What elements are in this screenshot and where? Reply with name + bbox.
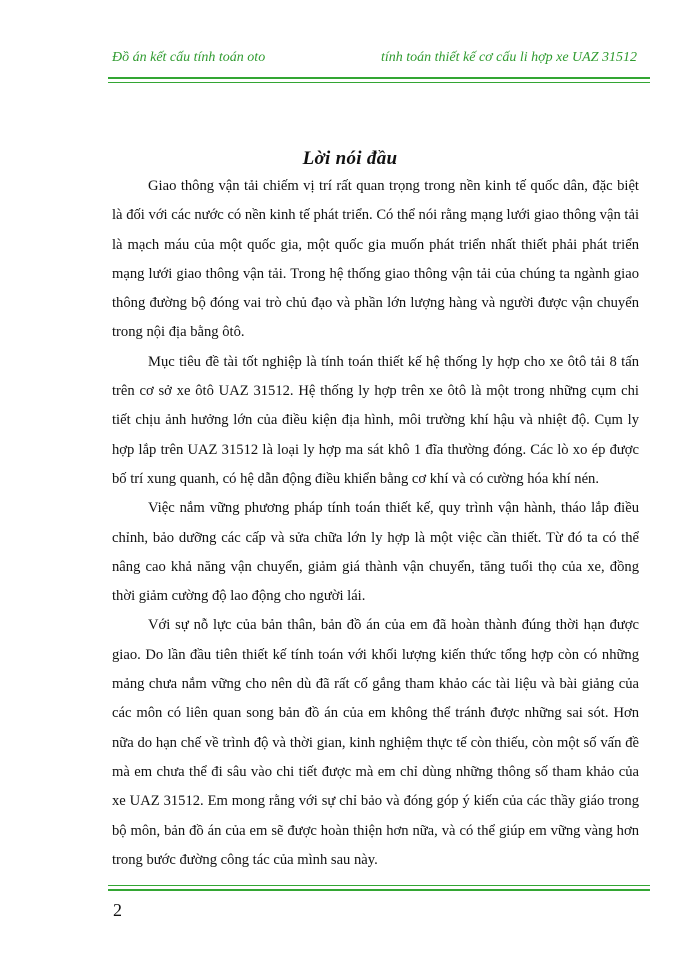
paragraph-3: Việc nắm vững phương pháp tính toán thiết kế, quy trình vận hành, tháo lắp điều chỉnh, bảo dưỡng các cấp và sửa chữa lớn ly hợp là một việc cần thiết. Từ đó ta có thể nâng cao khả năng vận chuyển, giảm giá thành vận chuyển, tăng tuổi thọ của xe, đồng thời giảm cường độ lao động cho người lái.	[112, 500, 639, 605]
footer-rule-thick	[108, 889, 650, 891]
header-left-text: Đồ án kết cấu tính toán oto	[112, 50, 266, 65]
body-text	[112, 172, 639, 875]
page-title: Lời nói đầu	[302, 148, 398, 169]
paragraph-2: Mục tiêu đề tài tốt nghiệp là tính toán thiết kế hệ thống ly hợp cho xe ôtô tải 8 tấn trên cơ sở xe ôtô UAZ 31512. Hệ thống ly hợp trên xe ôtô là một trong những cụm chi tiết chịu ảnh hưởng lớn của điều kiện địa hình, môi trường khí hậu và nhiệt độ. Cụm ly hợp lắp trên UAZ 31512 là loại ly hợp ma sát khô 1 đĩa thường đóng. Các lò xo ép được bố trí xung quanh, có hệ dẫn động điều khiển bằng cơ khí và có cường hóa khí nén.	[112, 353, 639, 487]
header-right-text: tính toán thiết kế cơ cấu li hợp xe UAZ 31512	[380, 50, 637, 65]
page-number: 2	[113, 900, 122, 920]
footer-rule-thin	[108, 885, 650, 886]
header-rule-thick	[108, 77, 650, 79]
header-rule-thin	[108, 82, 650, 83]
paragraph-1: Giao thông vận tải chiếm vị trí rất quan trọng trong nền kinh tế quốc dân, đặc biệt là đối với các nước có nền kinh tế phát triển. Có thể nói rằng mạng lưới giao thông vận tải là mạch máu của một quốc gia, một quốc gia muốn phát triển nhất thiết phải phát triển mạng lưới giao thông vận tải. Trong hệ thống giao thông vận tải của chúng ta ngành giao thông đường bộ đóng vai trò chủ đạo và phần lớn lượng hàng và người được vận chuyển trong nội địa bằng ôtô.	[112, 178, 639, 341]
paragraph-4: Với sự nỗ lực của bản thân, bản đồ án của em đã hoàn thành đúng thời hạn được giao. Do lần đầu tiên thiết kế tính toán với khối lượng kiến thức tổng hợp còn có những mảng chưa nắm vững cho nên dù đã rất cố gắng tham khảo các tài liệu và bài giảng của các môn có liên quan song bản đồ án của em không thể tránh được những sai sót. Hơn nữa do hạn chế về trình độ và thời gian, kinh nghiệm thực tế còn thiếu, còn một số vấn đề mà em chưa thể đi sâu vào chi tiết được mà em chỉ dùng những thông số tham khảo của xe UAZ 31512. Em mong rằng với sự chỉ bảo và đóng góp ý kiến của các thầy giáo trong bộ môn, bản đồ án của em sẽ được hoàn thiện hơn nữa, và có thể giúp em vững vàng hơn trong bước đường công tác của mình sau này.	[112, 617, 639, 868]
page-header	[112, 50, 649, 72]
